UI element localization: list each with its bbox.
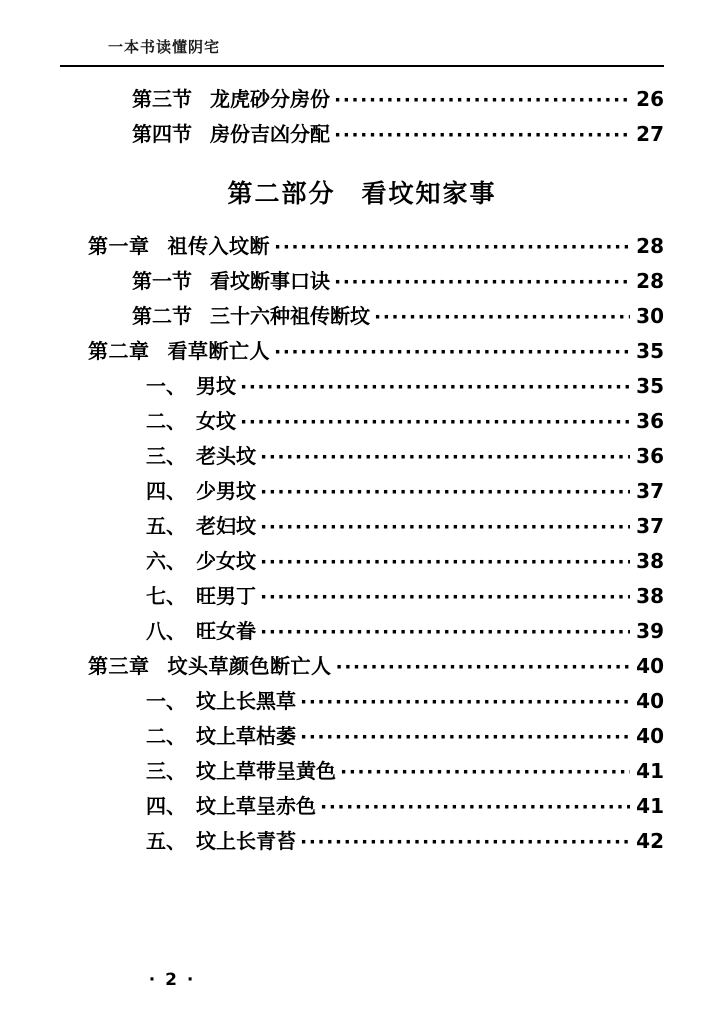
toc-entry-label	[146, 831, 296, 851]
toc-entry-title: 房份吉凶分配	[210, 122, 330, 146]
toc-entry-page: 37	[636, 479, 664, 503]
toc-entry-label	[146, 411, 236, 431]
toc-entry-number: 第三节	[132, 87, 192, 111]
toc-entry-label	[146, 761, 336, 781]
toc-entry-number: 一、	[146, 374, 186, 398]
toc-entry[interactable]	[60, 446, 664, 466]
toc-entry-page: 35	[636, 339, 664, 363]
toc-entry-title: 坟上草呈赤色	[196, 794, 316, 818]
toc-entry[interactable]	[60, 516, 664, 536]
toc-entry[interactable]	[60, 89, 664, 109]
toc-leader-dots	[260, 554, 630, 568]
toc-entry-number: 一、	[146, 689, 186, 713]
toc-entry-page: 40	[636, 654, 664, 678]
toc-leader-dots	[260, 589, 630, 603]
toc-entry-title: 女坟	[196, 409, 236, 433]
toc-entry-title: 祖传入坟断	[167, 234, 270, 258]
toc-entry-number: 八、	[146, 619, 186, 643]
toc-entry-page: 26	[636, 87, 664, 111]
toc-entry-label	[146, 516, 256, 536]
toc-leader-dots	[336, 659, 631, 673]
toc-entry[interactable]	[60, 236, 664, 256]
toc-leader-dots	[300, 729, 630, 743]
toc-entry-number: 三、	[146, 759, 186, 783]
toc-entry[interactable]	[60, 831, 664, 851]
toc-entry-page: 37	[636, 514, 664, 538]
toc-entry[interactable]	[60, 656, 664, 676]
toc-entry-title: 老头坟	[196, 444, 256, 468]
toc-leader-dots	[260, 624, 630, 638]
toc-entry-number: 四、	[146, 479, 186, 503]
toc-leader-dots	[374, 309, 630, 323]
toc-entry[interactable]	[60, 621, 664, 641]
toc-entry-number: 二、	[146, 409, 186, 433]
toc-leader-dots	[274, 239, 630, 253]
page-number: · 2 ·	[148, 970, 196, 990]
toc-leader-dots	[260, 449, 630, 463]
toc-entry-label	[132, 89, 330, 109]
toc-entry-label	[146, 691, 296, 711]
table-of-contents	[60, 89, 664, 851]
toc-entry-page: 30	[636, 304, 664, 328]
toc-entry-page: 27	[636, 122, 664, 146]
toc-entry-number: 六、	[146, 549, 186, 573]
toc-entry-number: 第二章	[88, 339, 150, 363]
toc-entry-page: 40	[636, 724, 664, 748]
toc-entry-page: 38	[636, 584, 664, 608]
toc-entry-label	[132, 271, 330, 291]
toc-entry[interactable]	[60, 306, 664, 326]
toc-entry-page: 28	[636, 269, 664, 293]
toc-entry-title: 三十六种祖传断坟	[210, 304, 370, 328]
toc-leader-dots	[240, 379, 630, 393]
toc-entry-title: 看草断亡人	[167, 339, 270, 363]
toc-entry-title: 旺女眷	[196, 619, 256, 643]
part-title-name: 看坟知家事	[361, 179, 497, 208]
toc-entry-number: 七、	[146, 584, 186, 608]
toc-entry-page: 36	[636, 444, 664, 468]
toc-entry-label	[88, 236, 270, 256]
toc-entry-number: 五、	[146, 829, 186, 853]
toc-entry-title: 坟上长黑草	[196, 689, 296, 713]
toc-leader-dots	[240, 414, 630, 428]
toc-entry-title: 少女坟	[196, 549, 256, 573]
toc-entry-label	[146, 796, 316, 816]
toc-entry-label	[146, 726, 296, 746]
toc-entry-label	[146, 621, 256, 641]
toc-entry-page: 28	[636, 234, 664, 258]
part-title	[60, 174, 664, 210]
toc-entry-page: 41	[636, 759, 664, 783]
toc-entry[interactable]	[60, 271, 664, 291]
toc-group-rest	[60, 236, 664, 851]
running-title: 一本书读懂阴宅	[108, 38, 221, 56]
toc-entry[interactable]	[60, 796, 664, 816]
toc-leader-dots	[260, 484, 630, 498]
toc-leader-dots	[320, 799, 630, 813]
toc-leader-dots	[334, 127, 630, 141]
toc-entry-number: 第二节	[132, 304, 192, 328]
toc-entry-page: 41	[636, 794, 664, 818]
toc-entry[interactable]	[60, 341, 664, 361]
toc-entry-title: 旺男丁	[196, 584, 256, 608]
toc-leader-dots	[334, 274, 630, 288]
toc-leader-dots	[300, 694, 630, 708]
toc-entry-label	[88, 656, 332, 676]
toc-group-top	[60, 89, 664, 144]
toc-entry-page: 39	[636, 619, 664, 643]
toc-entry-page: 36	[636, 409, 664, 433]
toc-entry-title: 坟头草颜色断亡人	[167, 654, 332, 678]
toc-entry[interactable]	[60, 124, 664, 144]
toc-entry-title: 老妇坟	[196, 514, 256, 538]
toc-entry-number: 四、	[146, 794, 186, 818]
toc-leader-dots	[300, 834, 630, 848]
toc-entry-number: 第四节	[132, 122, 192, 146]
toc-entry-label	[132, 124, 330, 144]
toc-entry-number: 三、	[146, 444, 186, 468]
toc-entry-number: 第一节	[132, 269, 192, 293]
toc-entry[interactable]	[60, 551, 664, 571]
toc-entry-number: 第一章	[88, 234, 150, 258]
toc-entry-title: 坟上草枯萎	[196, 724, 296, 748]
toc-entry-title: 看坟断事口诀	[210, 269, 330, 293]
toc-entry[interactable]	[60, 481, 664, 501]
toc-leader-dots	[340, 764, 630, 778]
toc-entry[interactable]	[60, 411, 664, 431]
toc-entry-page: 38	[636, 549, 664, 573]
toc-entry-label	[146, 376, 236, 396]
toc-entry-page: 35	[636, 374, 664, 398]
toc-entry[interactable]	[60, 586, 664, 606]
toc-entry-label	[146, 446, 256, 466]
toc-entry[interactable]	[60, 691, 664, 711]
toc-entry-number: 五、	[146, 514, 186, 538]
toc-entry-label	[146, 481, 256, 501]
toc-entry-number: 二、	[146, 724, 186, 748]
toc-entry-number: 第三章	[88, 654, 150, 678]
toc-entry-label	[146, 551, 256, 571]
toc-entry-title: 少男坟	[196, 479, 256, 503]
toc-entry-title: 男坟	[196, 374, 236, 398]
toc-entry-label	[132, 306, 370, 326]
header-divider	[60, 65, 664, 67]
toc-leader-dots	[334, 92, 630, 106]
toc-leader-dots	[274, 344, 630, 358]
toc-leader-dots	[260, 519, 630, 533]
toc-entry-page: 42	[636, 829, 664, 853]
toc-entry-page: 40	[636, 689, 664, 713]
page-footer	[0, 970, 724, 990]
toc-entry-title: 龙虎砂分房份	[210, 87, 330, 111]
toc-entry-title: 坟上草带呈黄色	[196, 759, 336, 783]
toc-entry-label	[88, 341, 270, 361]
running-header	[60, 36, 664, 57]
toc-entry-title: 坟上长青苔	[196, 829, 296, 853]
part-title-prefix: 第二部分	[227, 179, 336, 208]
toc-entry[interactable]	[60, 376, 664, 396]
toc-entry[interactable]	[60, 726, 664, 746]
toc-entry[interactable]	[60, 761, 664, 781]
toc-entry-label	[146, 586, 256, 606]
